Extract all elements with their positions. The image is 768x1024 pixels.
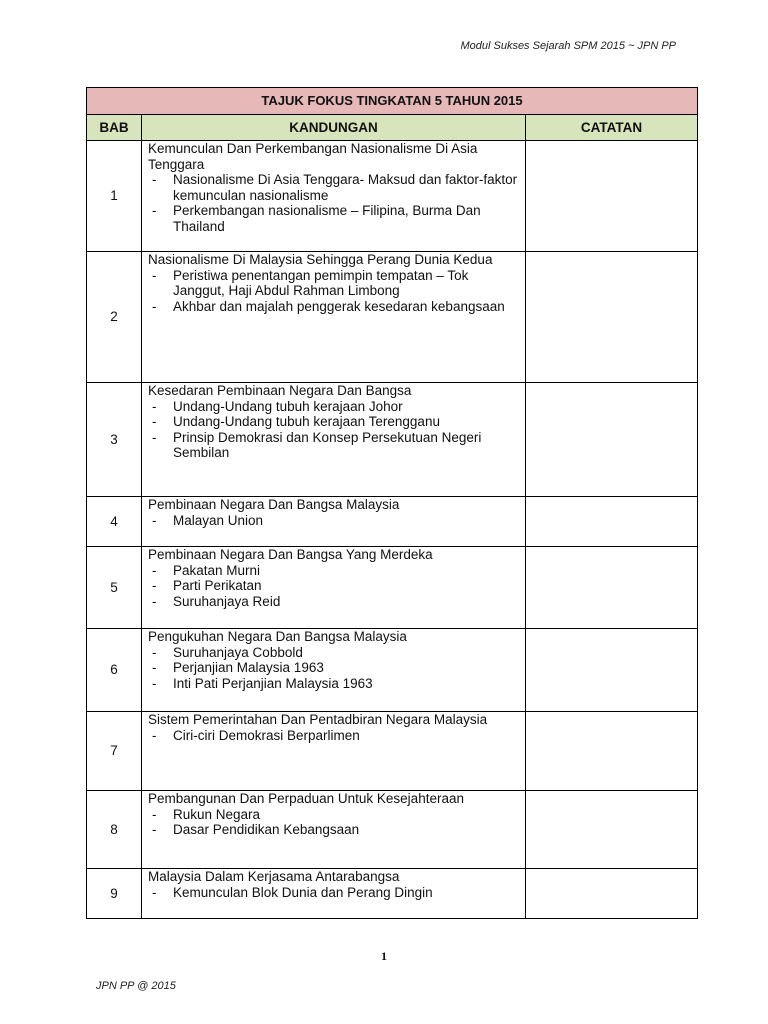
- table-row: [87, 869, 698, 919]
- dash-bullet: -: [152, 578, 157, 593]
- notes-cell: [526, 629, 698, 712]
- table-row: [87, 252, 698, 383]
- dash-bullet: -: [152, 660, 157, 675]
- chapter-topic: Nasionalisme Di Malaysia Sehingga Perang Dunia Kedua: [148, 252, 493, 267]
- dash-bullet: -: [152, 562, 157, 578]
- bab-number: 1: [87, 141, 142, 252]
- chapter-topic: Pembangunan Dan Perpaduan Untuk Kesejahteraan: [148, 791, 464, 806]
- subtopic-text: Inti Pati Perjanjian Malaysia 1963: [173, 675, 373, 691]
- focus-topics-table: [86, 87, 698, 919]
- page-header: Modul Sukses Sejarah SPM 2015 ~ JPN PP: [460, 40, 676, 52]
- subtopic-item: [148, 172, 519, 203]
- column-header-catatan: CATATAN: [526, 115, 698, 141]
- table-body: [87, 141, 698, 919]
- chapter-topic: Pembinaan Negara Dan Bangsa Malaysia: [148, 497, 400, 512]
- table-row: [87, 712, 698, 791]
- subtopic-text: Pakatan Murni: [173, 562, 261, 578]
- dash-bullet: -: [152, 267, 157, 283]
- subtopic-text: Peristiwa penentangan pemimpin tempatan – Tok Janggut, Haji Abdul Rahman Limbong: [173, 267, 469, 298]
- subtopic-text: Ciri-ciri Demokrasi Berparlimen: [173, 727, 360, 743]
- table-title: TAJUK FOKUS TINGKATAN 5 TAHUN 2015: [87, 88, 698, 115]
- subtopic-text: Suruhanjaya Cobbold: [173, 644, 303, 660]
- subtopic-item: [148, 676, 519, 692]
- subtopic-item: [148, 299, 519, 315]
- subtopic-item: [148, 594, 519, 610]
- content-cell: [142, 629, 526, 712]
- subtopic-text: Kemunculan Blok Dunia dan Perang Dingin: [173, 884, 433, 900]
- page-number: 1: [381, 949, 387, 963]
- dash-bullet: -: [152, 172, 157, 187]
- chapter-topic: Pembinaan Negara Dan Bangsa Yang Merdeka: [148, 547, 433, 562]
- dash-bullet: -: [152, 822, 157, 837]
- notes-cell: [526, 869, 698, 919]
- subtopic-text: Rukun Negara: [173, 806, 261, 822]
- subtopic-item: [148, 822, 519, 838]
- column-header-bab: BAB: [87, 115, 142, 141]
- bab-number: 3: [87, 383, 142, 497]
- content-cell: [142, 497, 526, 547]
- subtopic-item: [148, 268, 519, 299]
- chapter-topic: Kesedaran Pembinaan Negara Dan Bangsa: [148, 383, 412, 398]
- bab-number: 9: [87, 869, 142, 919]
- chapter-topic: Sistem Pemerintahan Dan Pentadbiran Negara Malaysia: [148, 712, 488, 727]
- subtopic-item: [148, 563, 519, 579]
- notes-cell: [526, 791, 698, 869]
- notes-cell: [526, 252, 698, 383]
- subtopic-item: [148, 660, 519, 676]
- dash-bullet: -: [152, 429, 157, 445]
- chapter-topic: Malaysia Dalam Kerjasama Antarabangsa: [148, 869, 400, 884]
- content-cell: [142, 712, 526, 791]
- subtopic-item: [148, 885, 519, 901]
- subtopic-text: Parti Perikatan: [173, 578, 262, 593]
- content-cell: [142, 252, 526, 383]
- dash-bullet: -: [152, 644, 157, 660]
- column-header-kandungan: KANDUNGAN: [142, 115, 526, 141]
- table-row: [87, 497, 698, 547]
- dash-bullet: -: [152, 512, 157, 528]
- table-row: [87, 629, 698, 712]
- page-footer: JPN PP @ 2015: [96, 980, 176, 992]
- bab-number: 5: [87, 547, 142, 629]
- dash-bullet: -: [152, 398, 157, 414]
- chapter-topic: Pengukuhan Negara Dan Bangsa Malaysia: [148, 629, 407, 644]
- dash-bullet: -: [152, 203, 157, 218]
- dash-bullet: -: [152, 727, 157, 743]
- table-row: [87, 141, 698, 252]
- subtopic-item: [148, 645, 519, 661]
- subtopic-item: [148, 399, 519, 415]
- subtopic-item: [148, 414, 519, 430]
- subtopic-text: Akhbar dan majalah penggerak kesedaran kebangsaan: [173, 298, 505, 314]
- subtopic-item: [148, 807, 519, 823]
- notes-cell: [526, 497, 698, 547]
- subtopic-text: Undang-Undang tubuh kerajaan Johor: [173, 398, 403, 414]
- subtopic-item: [148, 513, 519, 529]
- subtopic-item: [148, 203, 519, 234]
- table-row: [87, 791, 698, 869]
- content-cell: [142, 383, 526, 497]
- subtopic-text: Prinsip Demokrasi dan Konsep Persekutuan Negeri Sembilan: [173, 429, 482, 460]
- subtopic-text: Perkembangan nasionalisme – Filipina, Burma Dan Thailand: [173, 203, 481, 234]
- content-cell: [142, 141, 526, 252]
- subtopic-text: Suruhanjaya Reid: [173, 593, 281, 609]
- dash-bullet: -: [152, 675, 157, 691]
- dash-bullet: -: [152, 806, 157, 822]
- subtopic-item: [148, 430, 519, 461]
- subtopic-text: Malayan Union: [173, 512, 264, 528]
- bab-number: 7: [87, 712, 142, 791]
- dash-bullet: -: [152, 414, 157, 429]
- bab-number: 6: [87, 629, 142, 712]
- bab-number: 4: [87, 497, 142, 547]
- content-cell: [142, 791, 526, 869]
- notes-cell: [526, 141, 698, 252]
- subtopic-item: [148, 728, 519, 744]
- dash-bullet: -: [152, 884, 157, 900]
- dash-bullet: -: [152, 593, 157, 609]
- content-cell: [142, 547, 526, 629]
- dash-bullet: -: [152, 298, 157, 314]
- subtopic-text: Dasar Pendidikan Kebangsaan: [173, 822, 360, 837]
- subtopic-text: Undang-Undang tubuh kerajaan Terengganu: [173, 414, 440, 429]
- subtopic-item: [148, 578, 519, 594]
- content-cell: [142, 869, 526, 919]
- notes-cell: [526, 712, 698, 791]
- bab-number: 2: [87, 252, 142, 383]
- notes-cell: [526, 547, 698, 629]
- notes-cell: [526, 383, 698, 497]
- bab-number: 8: [87, 791, 142, 869]
- chapter-topic: Kemunculan Dan Perkembangan Nasionalisme Di Asia Tenggara: [148, 141, 478, 172]
- table-row: [87, 547, 698, 629]
- subtopic-text: Perjanjian Malaysia 1963: [173, 660, 324, 675]
- table-row: [87, 383, 698, 497]
- subtopic-text: Nasionalisme Di Asia Tenggara- Maksud dan faktor-faktor kemunculan nasionalisme: [173, 172, 518, 203]
